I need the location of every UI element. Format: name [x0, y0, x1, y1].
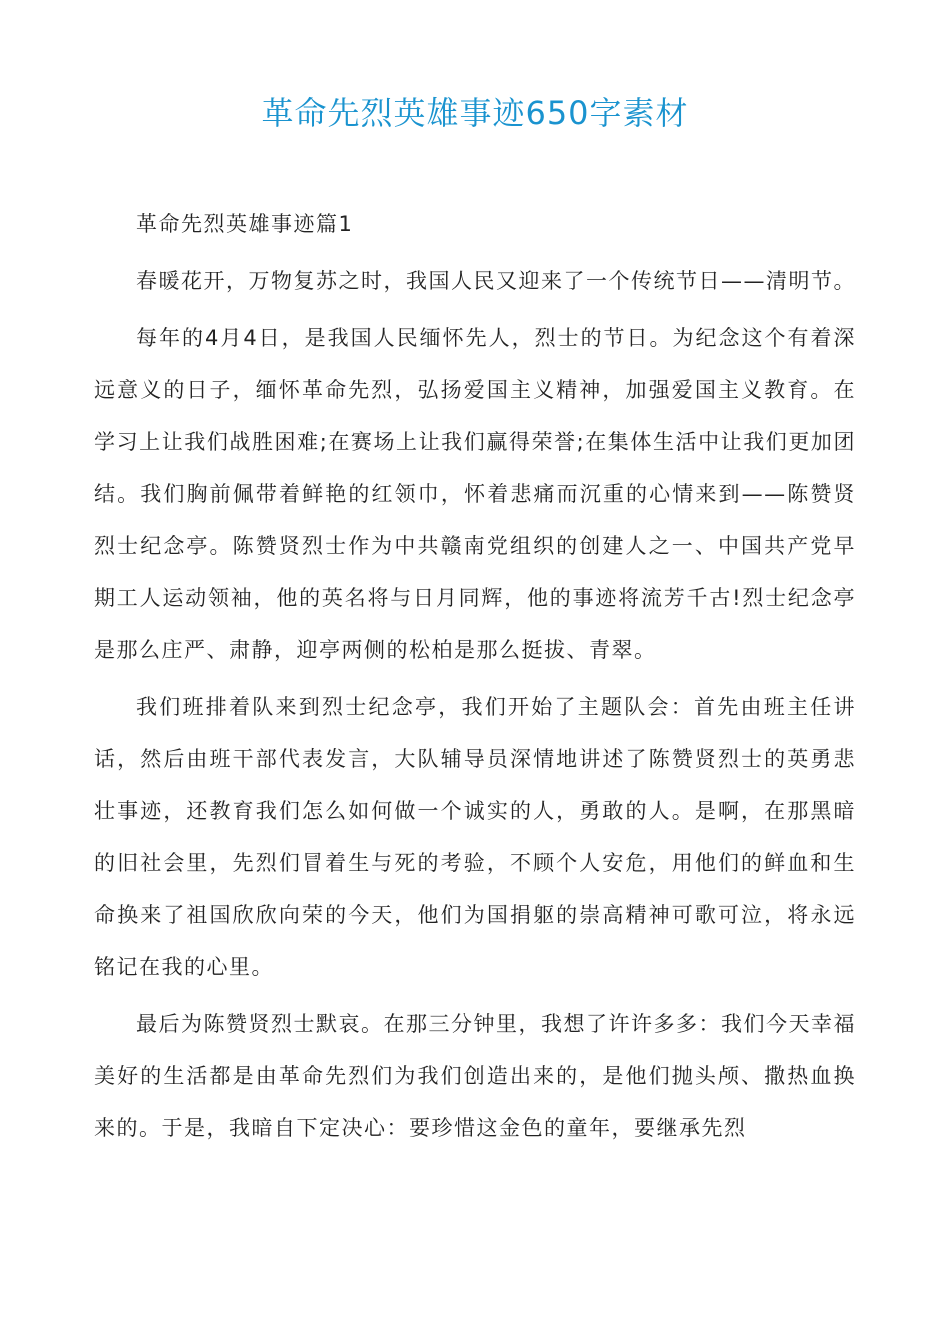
paragraph-3: 我们班排着队来到烈士纪念亭，我们开始了主题队会：首先由班主任讲话，然后由班干部代表发言，大队辅导员深情地讲述了陈赞贤烈士的英勇悲壮事迹，还教育我们怎么如何做一个诚实的人，勇敢的人。是啊，在那黑暗的旧社会里，先烈们冒着生与死的考验，不顾个人安危，用他们的鲜血和生命换来了祖国欣欣向荣的今天，他们为国捐躯的崇高精神可歌可泣，将永远铭记在我的心里。 [94, 695, 856, 979]
paragraph-2: 每年的4月4日，是我国人民缅怀先人，烈士的节日。为纪念这个有着深远意义的日子，缅怀革命先烈，弘扬爱国主义精神，加强爱国主义教育。在学习上让我们战胜困难;在赛场上让我们赢得荣誉;在集体生活中让我们更加团结。我们胸前佩带着鲜艳的红领巾，怀着悲痛而沉重的心情来到——陈赞贤烈士纪念亭。陈赞贤烈士作为中共赣南党组织的创建人之一、中国共产党早期工人运动领袖，他的英名将与日月同辉，他的事迹将流芳千古!烈士纪念亭是那么庄严、肃静，迎亭两侧的松柏是那么挺拔、青翠。 [94, 326, 856, 662]
paragraph-4: 最后为陈赞贤烈士默哀。在那三分钟里，我想了许许多多：我们今天幸福美好的生活都是由革命先烈们为我们创造出来的，是他们抛头颅、撒热血换来的。于是，我暗自下定决心：要珍惜这金色的童年，要继承先烈 [94, 1012, 856, 1140]
paragraph-1: 春暖花开，万物复苏之时，我国人民又迎来了一个传统节日——清明节。 [136, 269, 856, 293]
document-title: 革命先烈英雄事迹650字素材 [261, 94, 689, 132]
document-body [94, 198, 856, 1159]
section-heading: 革命先烈英雄事迹篇1 [136, 212, 354, 236]
